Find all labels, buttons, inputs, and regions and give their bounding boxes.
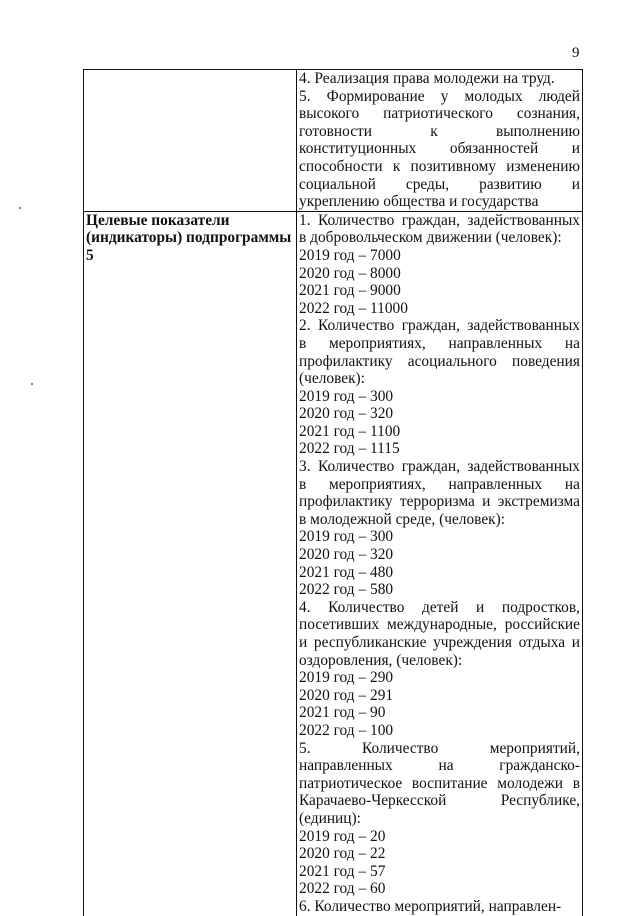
indicator-6-title: 6. Количество мероприятий, направлен- [299, 897, 562, 915]
goal-item-5: 5. Формирование у молодых людей высокого патриотического сознания, готовности к выполнению конституционных обязанностей и способности к позитивному изменению социальной среды, развитию и укреплению общества и государства [299, 87, 580, 211]
indicator-4-value: 2020 год – 291 [299, 686, 394, 704]
indicator-4-value: 2022 год – 100 [299, 721, 394, 739]
indicator-3-title: 3. Количество граждан, задействованных в мероприятиях, направленных на профилактику терроризма и экстремизма в молодежной среде, (человек): [299, 458, 580, 528]
scan-speck [31, 383, 33, 385]
indicator-1-value: 2022 год – 11000 [299, 299, 408, 317]
indicator-1-title: 1. Количество граждан, задействованных в добровольческом движении (человек): [299, 211, 580, 247]
goal-item-4: 4. Реализация права молодежи на труд. [299, 70, 555, 87]
indicator-5-value: 2021 год – 57 [299, 862, 386, 880]
indicator-4-title: 4. Количество детей и подростков, посетивших международные, российские и республиканские учреждения отдыха и оздоровления, (человек): [299, 598, 580, 669]
indicator-2-value: 2019 год – 300 [299, 387, 394, 405]
indicator-2-title: 2. Количество граждан, задействованных в мероприятиях, направленных на профилактику асоциального поведения (человек): [299, 317, 580, 388]
indicator-3-value: 2020 год – 320 [299, 546, 394, 564]
table-cell-label [84, 70, 297, 212]
indicator-2-value: 2022 год – 1115 [299, 440, 400, 458]
indicator-1-value: 2021 год – 9000 [299, 282, 401, 300]
scan-speck [19, 207, 21, 209]
table-cell-label: Целевые показатели (индикаторы) подпрограммы 5 [84, 211, 297, 915]
table-cell-content [297, 211, 583, 915]
indicator-1-value: 2020 год – 8000 [299, 264, 401, 282]
indicator-2-value: 2020 год – 320 [299, 405, 394, 423]
indicator-5-value: 2019 год – 20 [299, 827, 386, 845]
indicator-2-value: 2021 год – 1100 [299, 422, 401, 440]
indicator-4-value: 2021 год – 90 [299, 704, 386, 722]
indicator-3-value: 2022 год – 580 [299, 581, 394, 599]
indicator-3-value: 2021 год – 480 [299, 563, 394, 581]
table-row [84, 70, 583, 212]
indicator-1-value: 2019 год – 7000 [299, 246, 401, 264]
page-number: 9 [572, 45, 580, 61]
subprogram-passport-table [83, 69, 583, 916]
indicator-4-value: 2019 год – 290 [299, 669, 394, 687]
table-cell-content [297, 70, 583, 212]
indicator-5-title: 5. Количество мероприятий, направленных на гражданско-патриотическое воспитание молодежи в Карачаево-Черкесской Республике, (единиц): [299, 739, 580, 827]
indicator-5-value: 2022 год – 60 [299, 880, 386, 898]
table-row [84, 211, 583, 915]
indicator-5-value: 2020 год – 22 [299, 845, 386, 863]
indicator-3-value: 2019 год – 300 [299, 528, 394, 546]
